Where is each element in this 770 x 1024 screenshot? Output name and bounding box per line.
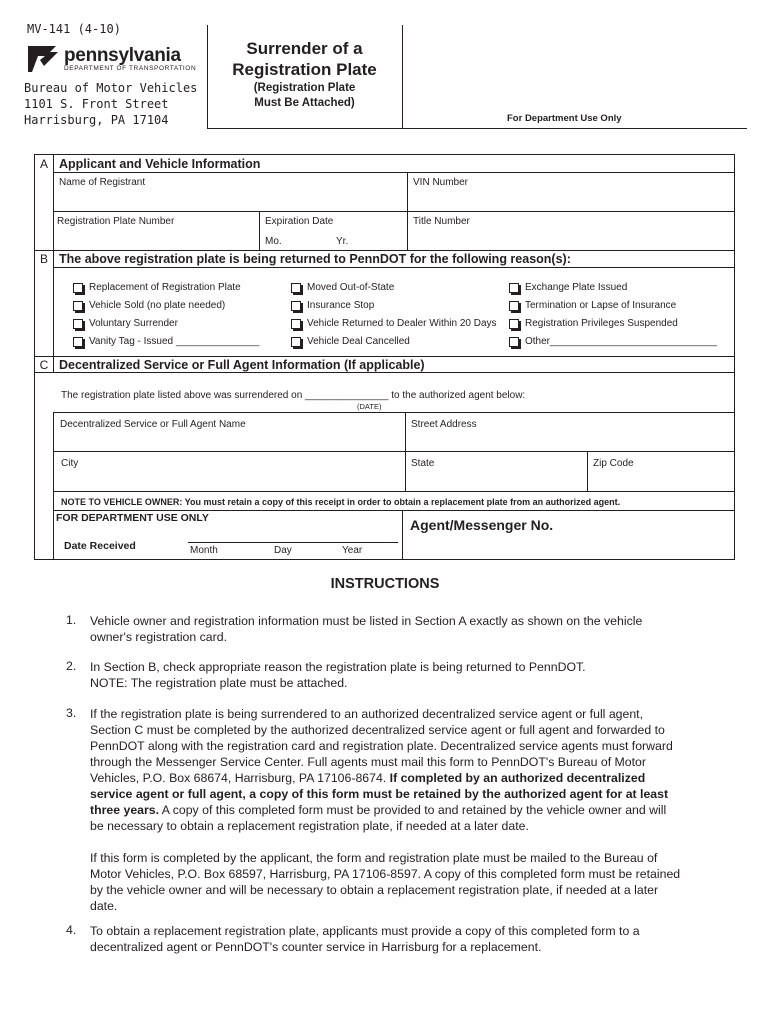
- instruction-2-number: 2.: [66, 659, 77, 673]
- checkbox-replacement-plate[interactable]: Replacement of Registration Plate: [73, 282, 241, 293]
- instruction-1-number: 1.: [66, 613, 77, 627]
- checkbox-insurance-stop[interactable]: Insurance Stop: [291, 300, 374, 311]
- form-number: MV-141 (4-10): [27, 22, 121, 36]
- vin-number-label: VIN Number: [413, 177, 469, 188]
- dept-use-label: For Department Use Only: [507, 113, 622, 124]
- instruction-3-number: 3.: [66, 706, 77, 720]
- agent-messenger-label: Agent/Messenger No.: [410, 517, 554, 533]
- checkbox-deal-cancelled[interactable]: Vehicle Deal Cancelled: [291, 336, 410, 347]
- checkbox-moved-out-of-state[interactable]: Moved Out-of-State: [291, 282, 394, 293]
- expiration-date-label: Expiration Date: [265, 216, 334, 227]
- section-b-letter: B: [39, 252, 48, 266]
- agency-subtitle: DEPARTMENT OF TRANSPORTATION: [64, 65, 197, 72]
- instructions-heading: INSTRUCTIONS: [330, 576, 440, 592]
- street-address-label: Street Address: [411, 419, 477, 430]
- form-subtitle-line2: Must Be Attached): [254, 97, 355, 109]
- section-a-letter: A: [39, 157, 48, 171]
- instruction-4-text: To obtain a replacement registration plate, applicants must provide a copy of this completed form to a decentralized agent or PennDOT's counter service in Harrisburg for a replacement.: [90, 924, 640, 954]
- section-c-title: Decentralized Service or Full Agent Information (If applicable): [59, 358, 425, 372]
- address-line3: Harrisburg, PA 17104: [24, 113, 169, 127]
- year-label: Year: [342, 545, 363, 556]
- agency-name: pennsylvania: [64, 45, 181, 66]
- checkbox-termination-insurance[interactable]: Termination or Lapse of Insurance: [509, 300, 676, 311]
- form-subtitle-line1: (Registration Plate: [253, 82, 356, 94]
- checkbox-returned-to-dealer[interactable]: Vehicle Returned to Dealer Within 20 Days: [291, 318, 497, 329]
- checkbox-voluntary-surrender[interactable]: Voluntary Surrender: [73, 318, 178, 329]
- state-label: State: [411, 458, 435, 469]
- name-of-registrant-label: Name of Registrant: [59, 177, 146, 188]
- checkbox-vehicle-sold[interactable]: Vehicle Sold (no plate needed): [73, 300, 225, 311]
- instruction-2-text: In Section B, check appropriate reason the registration plate is being returned to PennDOT. NOTE: The registration plate must be attached.: [90, 660, 586, 690]
- checkbox-privileges-suspended[interactable]: Registration Privileges Suspended: [509, 318, 678, 329]
- city-label: City: [61, 458, 79, 469]
- dept-use-box-title: FOR DEPARTMENT USE ONLY: [56, 512, 209, 524]
- surrender-statement: The registration plate listed above was surrendered on _______________ to the authorized agent below:: [61, 390, 526, 401]
- month-label: Month: [190, 545, 218, 556]
- checkbox-vanity-tag[interactable]: Vanity Tag - Issued _______________: [73, 336, 259, 347]
- title-number-label: Title Number: [413, 216, 470, 227]
- checkbox-other[interactable]: Other______________________________: [509, 336, 717, 347]
- address-line2: 1101 S. Front Street: [24, 97, 169, 111]
- form-title-line2: Registration Plate: [232, 60, 377, 79]
- zip-code-label: Zip Code: [593, 458, 634, 469]
- day-label: Day: [274, 545, 292, 556]
- instruction-1-text: Vehicle owner and registration information must be listed in Section A exactly as shown on the vehicle owner's registration card.: [90, 614, 643, 644]
- date-received-label: Date Received: [64, 540, 136, 552]
- checkbox-exchange-plate[interactable]: Exchange Plate Issued: [509, 282, 627, 293]
- mo-label: Mo.: [265, 236, 282, 247]
- note-to-owner: NOTE TO VEHICLE OWNER: You must retain a copy of this receipt in order to obtain a replacement plate from an authorized agent.: [61, 497, 621, 507]
- section-a-title: Applicant and Vehicle Information: [59, 157, 261, 171]
- agent-name-label: Decentralized Service or Full Agent Name: [60, 419, 246, 430]
- plate-number-label: Registration Plate Number: [57, 216, 175, 227]
- form-title-line1: Surrender of a: [246, 39, 363, 58]
- yr-label: Yr.: [336, 236, 349, 247]
- instruction-3-text: If the registration plate is being surrendered to an authorized decentralized service agent or full agent, Section C must be completed by the authorized decentralized service agent or full agent and forwarded to PennDOT along with the registration card and registration plate. Decentralized service agents must forward through the Messenger Service Center. Full agents must mail this form to PennDOT's Bureau of Motor Vehicles, P.O. Box 68674, Harrisburg, PA 17106-8674. If completed by an authorized decentralized service agent or full agent, a copy of this form must be retained by the authorized agent for at least three years. A copy of this completed form must be provided to and retained by the vehicle owner and will be necessary to obtain a replacement registration plate, if needed at a later date. If this form is completed by the applicant, the form and registration plate must be mailed to the Bureau of Motor Vehicles, P.O. Box 68597, Harrisburg, PA 17106-8597. A copy of this completed form must be retained by the vehicle owner and will be necessary to obtain a replacement registration plate, if needed at a later date.: [90, 707, 681, 913]
- section-c-letter: C: [39, 358, 49, 372]
- address-line1: Bureau of Motor Vehicles: [24, 81, 198, 95]
- instruction-4-number: 4.: [66, 923, 77, 937]
- section-b-title: The above registration plate is being returned to PennDOT for the following reason(s):: [59, 252, 571, 266]
- penndot-logo-icon: [26, 42, 60, 76]
- date-caption: (DATE): [357, 402, 382, 411]
